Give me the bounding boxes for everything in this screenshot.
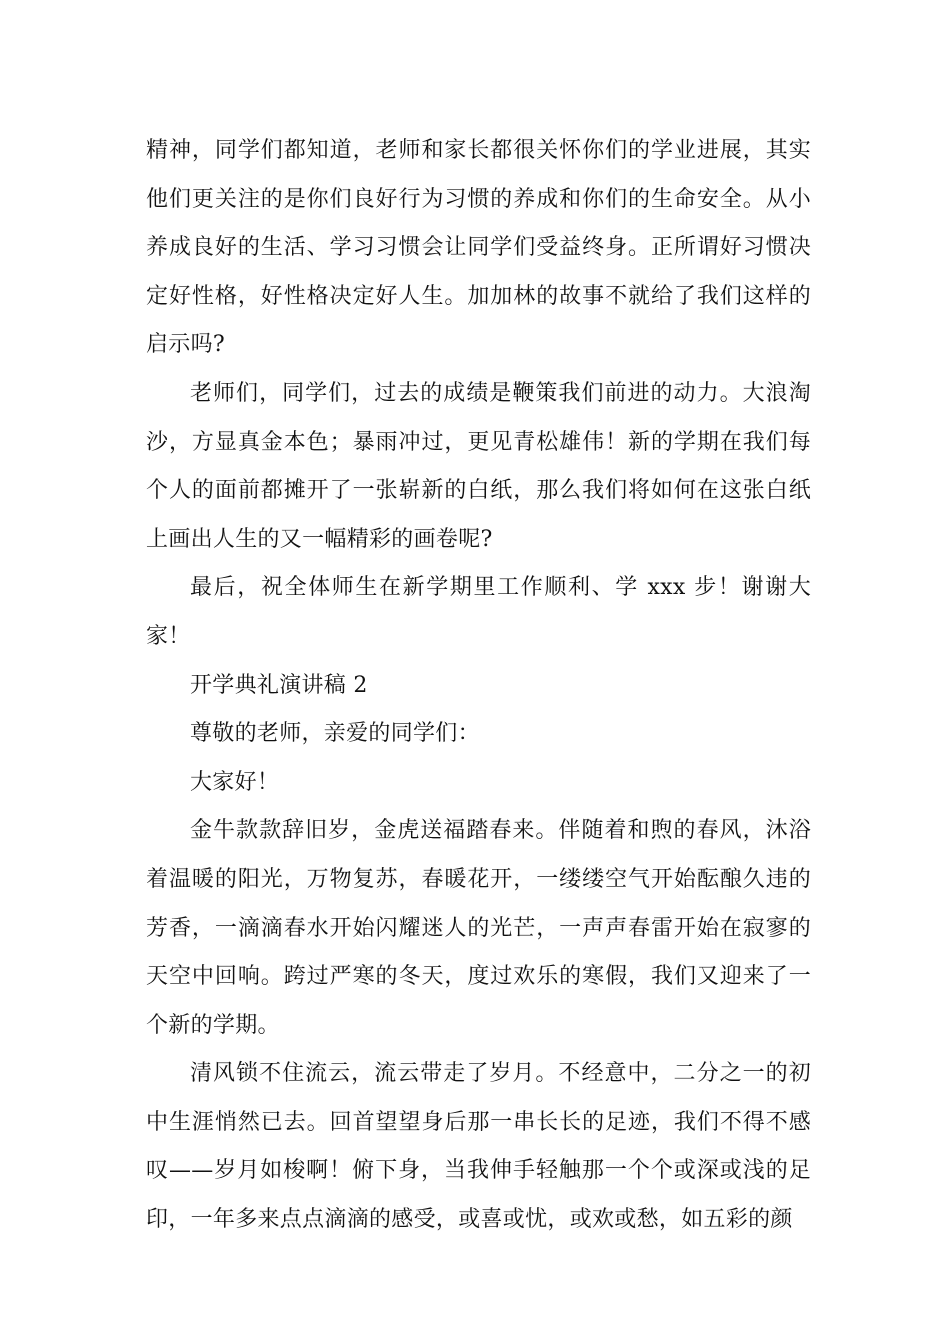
paragraph-2: 老师们，同学们，过去的成绩是鞭策我们前进的动力。大浪淘沙，方显真金本色；暴雨冲过，更见青松雄伟！新的学期在我们每个人的面前都摊开了一张崭新的白纸，那么我们将如何在这张白纸上画出人生的又一幅精彩的画卷呢? <box>146 380 811 552</box>
greeting: 大家好！ <box>190 769 280 795</box>
salutation: 尊敬的老师，亲爱的同学们： <box>190 721 480 747</box>
paragraph-8: 清风锁不住流云，流云带走了岁月。不经意中，二分之一的初中生涯悄然已去。回首望望身后那一串长长的足迹，我们不得不感叹——岁月如梭啊！俯下身，当我伸手轻触那一个个或深或浅的足印，一年多来点点滴滴的感受，或喜或忧，或欢或愁，如五彩的颜 <box>146 1061 811 1233</box>
paragraph-3: 最后，祝全体师生在新学期里工作顺利、学 xxx 步！谢谢大家！ <box>146 575 811 649</box>
section-heading: 开学典礼演讲稿 2 <box>190 672 368 698</box>
paragraph-1: 精神，同学们都知道，老师和家长都很关怀你们的学业进展，其实他们更关注的是你们良好行为习惯的养成和你们的生命安全。从小养成良好的生活、学习习惯会让同学们受益终身。正所谓好习惯决定好性格，好性格决定好人生。加加林的故事不就给了我们这样的启示吗? <box>146 138 811 358</box>
document-body <box>146 127 811 1245</box>
paragraph-7: 金牛款款辞旧岁，金虎送福踏春来。伴随着和煦的春风，沐浴着温暖的阳光，万物复苏，春暖花开，一缕缕空气开始酝酿久违的芳香，一滴滴春水开始闪耀迷人的光芒，一声声春雷开始在寂寥的天空中回响。跨过严寒的冬天，度过欢乐的寒假，我们又迎来了一个新的学期。 <box>146 818 811 1038</box>
